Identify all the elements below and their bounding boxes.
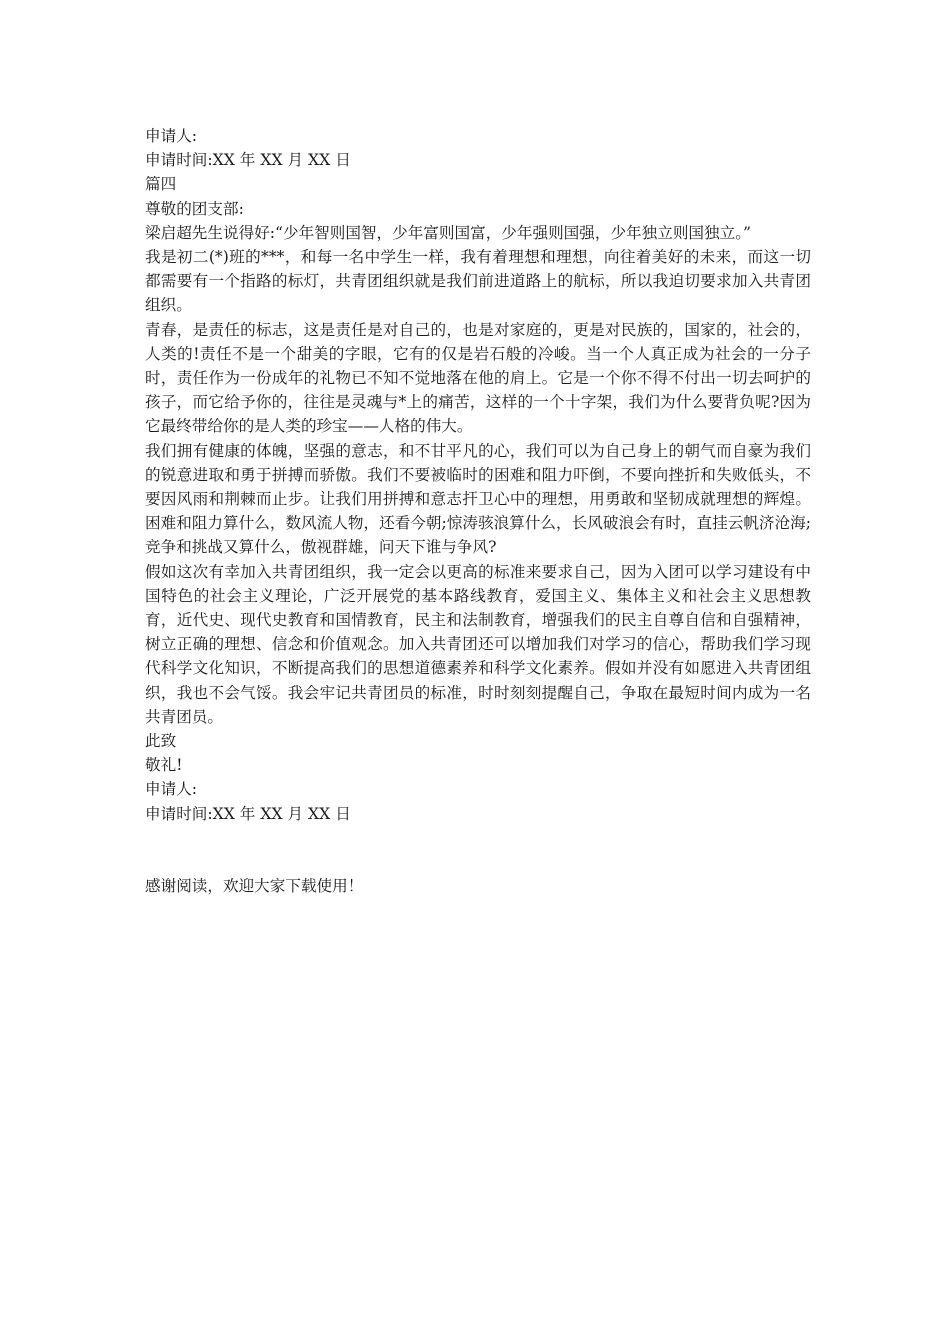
closing-line-2: 敬礼! <box>145 756 183 775</box>
section-heading: 篇四 <box>145 175 177 194</box>
body-paragraph-intro: 我是初二(*)班的***，和每一名中学生一样，我有着理想和理想，向往着美好的未来，而这一切都需要有一个指路的标灯，共青团组织就是我们前进道路上的航标，所以我迫切要求加入共青团组织。 <box>145 248 811 315</box>
application-date: 申请时间:XX 年 XX 月 XX 日 <box>145 151 351 170</box>
body-paragraph-quote: 梁启超先生说得好:“少年智则国智，少年富则国富，少年强则国强，少年独立则国独立。” <box>145 223 751 242</box>
salutation: 尊敬的团支部: <box>145 199 244 218</box>
body-paragraph-youth: 我们拥有健康的体魄，坚强的意志，和不甘平凡的心，我们可以为自己身上的朝气而自豪为我们的锐意进取和勇于拼搏而骄傲。我们不要被临时的困难和阻力吓倒，不要向挫折和失败低头，不要因风雨和荆棘而止步。让我们用拼搏和意志扞卫心中的理想，用勇敢和坚韧成就理想的辉煌。困难和阻力算什么，数风流人物，还看今朝;惊涛骇浪算什么，长风破浪会有时，直挂云帆济沧海;竞争和挑战又算什么，傲视群雄，问天下谁与争风? <box>145 441 811 557</box>
closing-applicant-label: 申请人: <box>145 780 198 799</box>
body-paragraph-responsibility: 青春，是责任的标志，这是责任是对自己的，也是对家庭的，更是对民族的，国家的，社会的，人类的!责任不是一个甜美的字眼，它有的仅是岩石般的冷峻。当一个人真正成为社会的一分子时，责任作为一份成年的礼物已不知不觉地落在他的肩上。它是一个你不得不付出一切去呵护的孩子，而它给予你的，往往是灵魂与*上的痛苦，这样的一个十字架，我们为什么要背负呢?因为它最终带给你的是人类的珍宝——人格的伟大。 <box>145 320 811 436</box>
footer-thanks: 感谢阅读，欢迎大家下载使用！ <box>145 876 364 895</box>
closing-application-date: 申请时间:XX 年 XX 月 XX 日 <box>145 804 351 823</box>
applicant-label: 申请人: <box>145 127 198 145</box>
closing-line-1: 此致 <box>145 732 177 751</box>
blank-gap <box>145 826 811 874</box>
body-paragraph-commitment: 假如这次有幸加入共青团组织，我一定会以更高的标准来要求自己，因为入团可以学习建设有中国特色的社会主义理论，广泛开展党的基本路线教育，爱国主义、集体主义和社会主义思想教育，近代史、现代史教育和国情教育，民主和法制教育，增强我们的民主自尊自信和自强精神，树立正确的理想、信念和价值观念。加入共青团还可以增加我们对学习的信心，帮助我们学习现代科学文化知识，不断提高我们的思想道德素养和科学文化素养。假如并没有如愿进入共青团组织，我也不会气馁。我会牢记共青团员的标准，时时刻刻提醒自己，争取在最短时间内成为一名共青团员。 <box>145 562 811 726</box>
document-page <box>145 124 811 898</box>
